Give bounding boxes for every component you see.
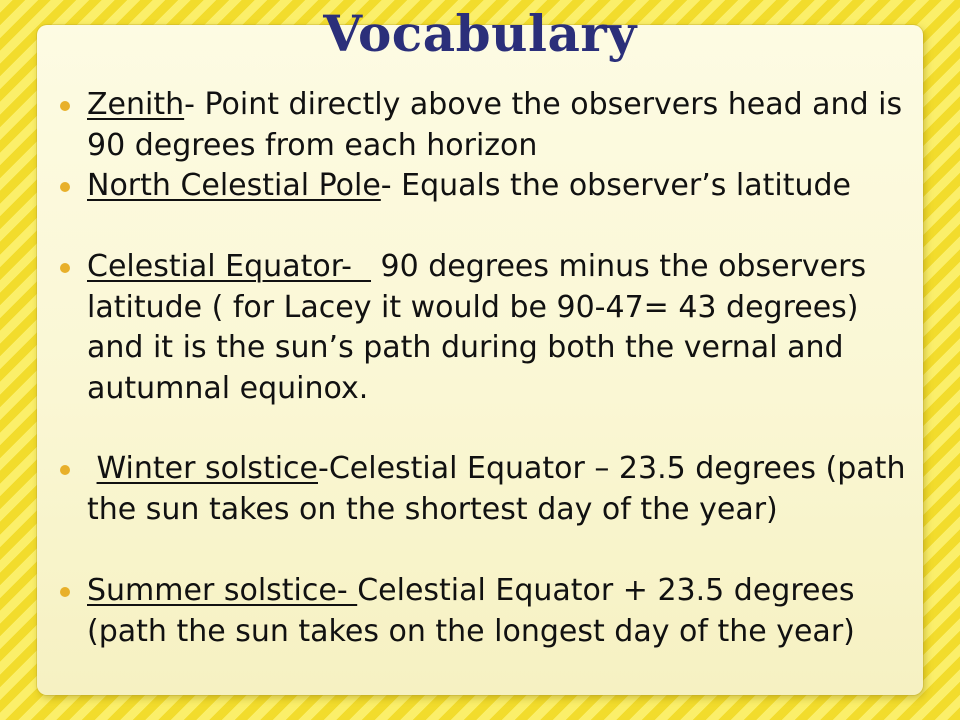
definition-north-celestial-pole: - Equals the observer’s latitude (380, 168, 851, 203)
bullet-celestial-equator (60, 247, 910, 449)
term-summer-solstice: Summer solstice- (87, 573, 358, 608)
bullet-point-icon (60, 182, 70, 192)
bullet-point-icon (60, 465, 70, 475)
leading-space (87, 451, 97, 486)
bullet-north-celestial-pole (60, 166, 910, 247)
term-winter-solstice: Winter solstice (96, 451, 318, 486)
bullet-point-icon (60, 263, 70, 273)
vocabulary-list (60, 85, 910, 652)
slide-title: Vocabulary (323, 4, 637, 63)
term-zenith: Zenith (87, 87, 185, 122)
definition-celestial-equator: 90 degrees minus the observers latitude ( for Lacey it would be 90-47= 43 degrees) and it is the sun’s path during both the vernal and autumnal equinox. (87, 249, 867, 406)
definition-summer-solstice: Celestial Equator + 23.5 degrees (path the sun takes on the longest day of the year) (87, 573, 855, 649)
bullet-point-icon (60, 587, 70, 597)
bullet-winter-solstice (60, 449, 910, 571)
bullet-zenith (60, 85, 910, 166)
term-celestial-equator: Celestial Equator- (87, 249, 372, 284)
term-north-celestial-pole: North Celestial Pole (87, 168, 381, 203)
bullet-point-icon (60, 101, 70, 111)
definition-winter-solstice: -Celestial Equator – 23.5 degrees (path the sun takes on the shortest day of the year) (87, 451, 906, 527)
definition-zenith: - Point directly above the observers head and is 90 degrees from each horizon (87, 87, 903, 163)
bullet-summer-solstice (60, 571, 910, 652)
